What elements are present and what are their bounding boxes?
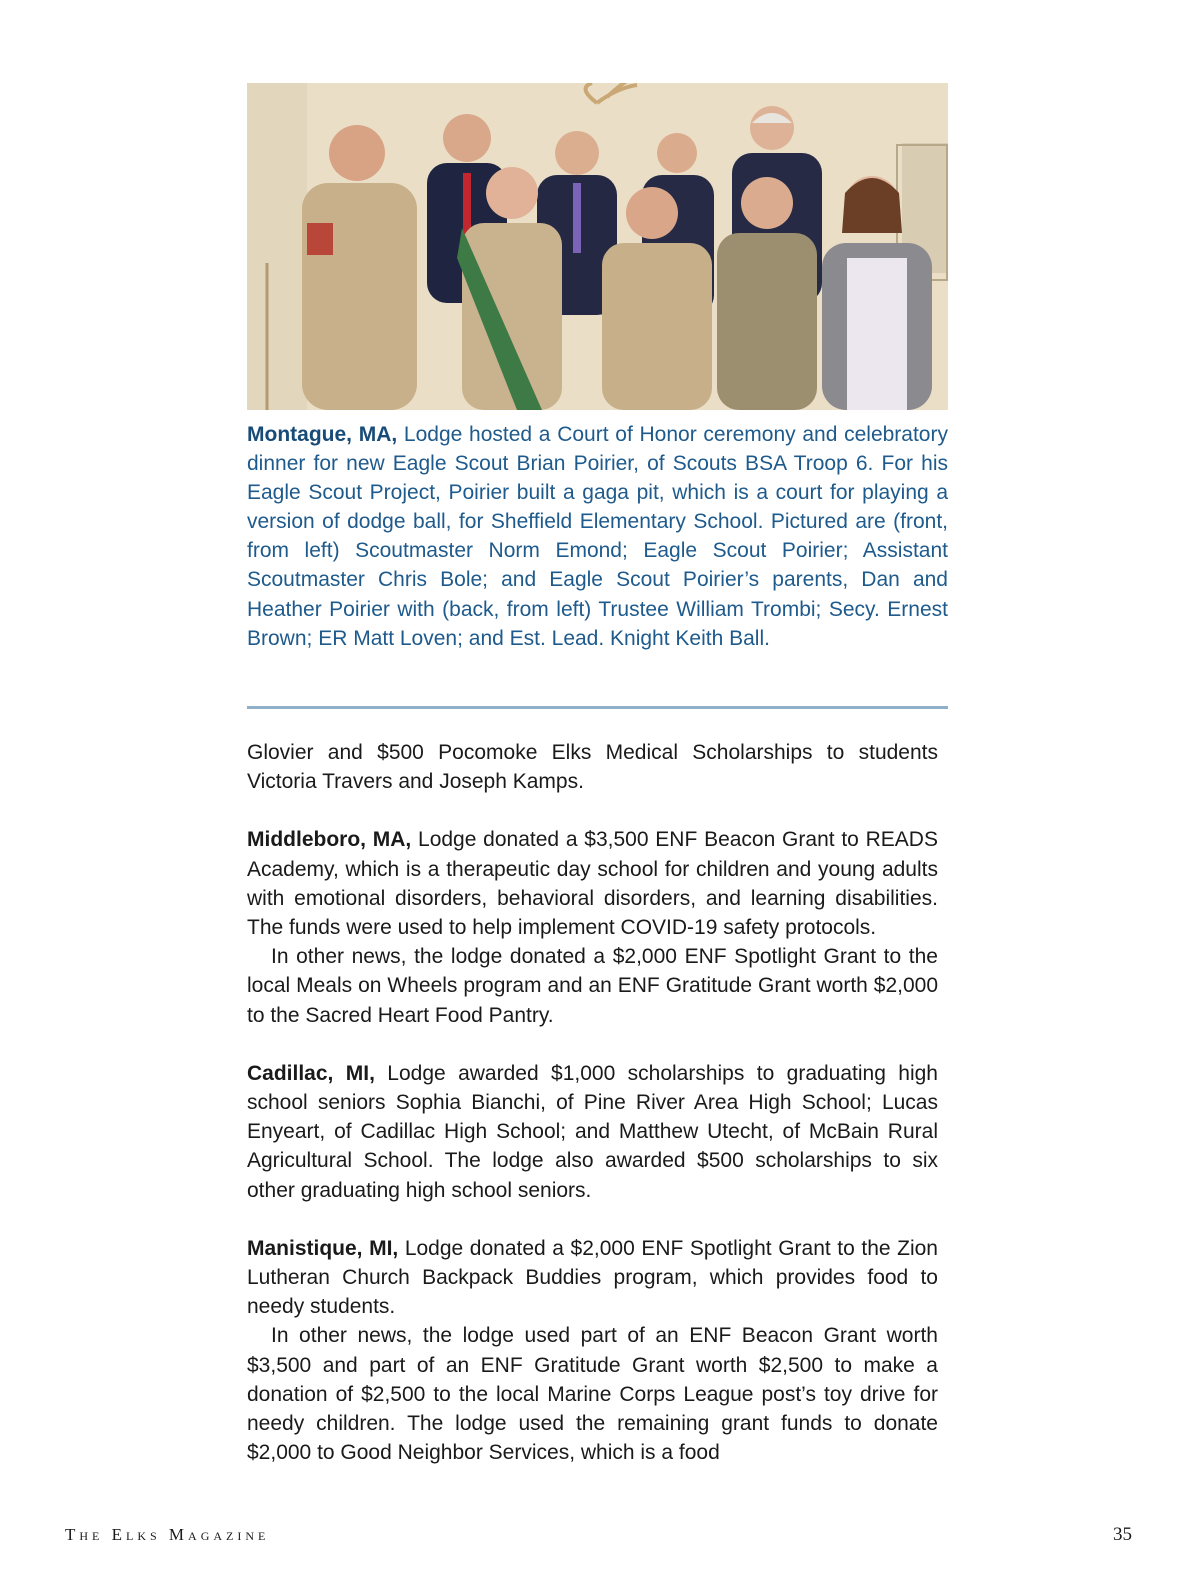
manistique-place: Manistique, MI, [247,1236,399,1260]
manistique-more: In other news, the lodge used part of an ENF Beacon Grant worth $3,500 and part of an ENF Gratitude Grant worth $2,500 to make a donation of $2,500 to the local Marine Corps League post’s toy drive for needy children. The lodge used the remaining grant funds to donate $2,000 to Good Neighbor Services, which is a food [247,1324,938,1465]
magazine-title-text: The Elks Magazine [65,1525,270,1544]
cadillac-place: Cadillac, MI, [247,1061,375,1085]
cadillac-text: Lodge awarded $1,000 scholarships to graduating high school seniors Sophia Bianchi, of Pine River Area High School; Lucas Enyeart, of Cadillac High School; and Matthew Utecht, of McBain Rural Agricultural School. The lodge also awarded $500 scholarships to six other graduating high school seniors. [247,1061,938,1202]
middleboro-place: Middleboro, MA, [247,828,412,852]
group-photo-icon [247,83,948,410]
caption-text: Lodge hosted a Court of Honor ceremony and celebratory dinner for new Eagle Scout Brian Poirier, of Scouts BSA Troop 6. For his Eagle Scout Project, Poirier built a gaga pit, which is a court for playing a version of dodge ball, for Sheffield Elementary School. Pictured are (front, from left) Scoutmaster Norm Emond; Eagle Scout Poirier; Assistant Scoutmaster Chris Bole; and Eagle Scout Poirier’s parents, Dan and Heather Poirier with (back, from left) Trustee William Trombi; Secy. Ernest Brown; ER Matt Loven; and Est. Lead. Knight Keith Ball. [247,423,948,650]
photo-caption [247,420,948,653]
manistique-paragraph [247,1234,938,1322]
caption-place: Montague, MA, [247,423,398,446]
cadillac-paragraph [247,1059,938,1205]
middleboro-text: Lodge donated a $3,500 ENF Beacon Grant to READS Academy, which is a therapeutic day school for children and young adults with emotional disorders, behavioral disorders, and learning disabilities. The funds were used to help implement COVID-19 safety protocols. [247,828,938,940]
section-divider [247,706,948,709]
continued-paragraph: Glovier and $500 Pocomoke Elks Medical Scholarships to students Victoria Travers and Joseph Kamps. [247,741,938,794]
article-column [247,738,938,1467]
page-number: 35 [1113,1524,1132,1545]
manistique-text: Lodge donated a $2,000 ENF Spotlight Grant to the Zion Lutheran Church Backpack Buddies program, which provides food to needy students. [247,1236,938,1319]
middleboro-more: In other news, the lodge donated a $2,000 ENF Spotlight Grant to the local Meals on Wheels program and an ENF Gratitude Grant worth $2,000 to the Sacred Heart Food Pantry. [247,945,938,1027]
group-photo [247,83,948,410]
magazine-title [65,1525,269,1545]
middleboro-paragraph [247,825,938,942]
